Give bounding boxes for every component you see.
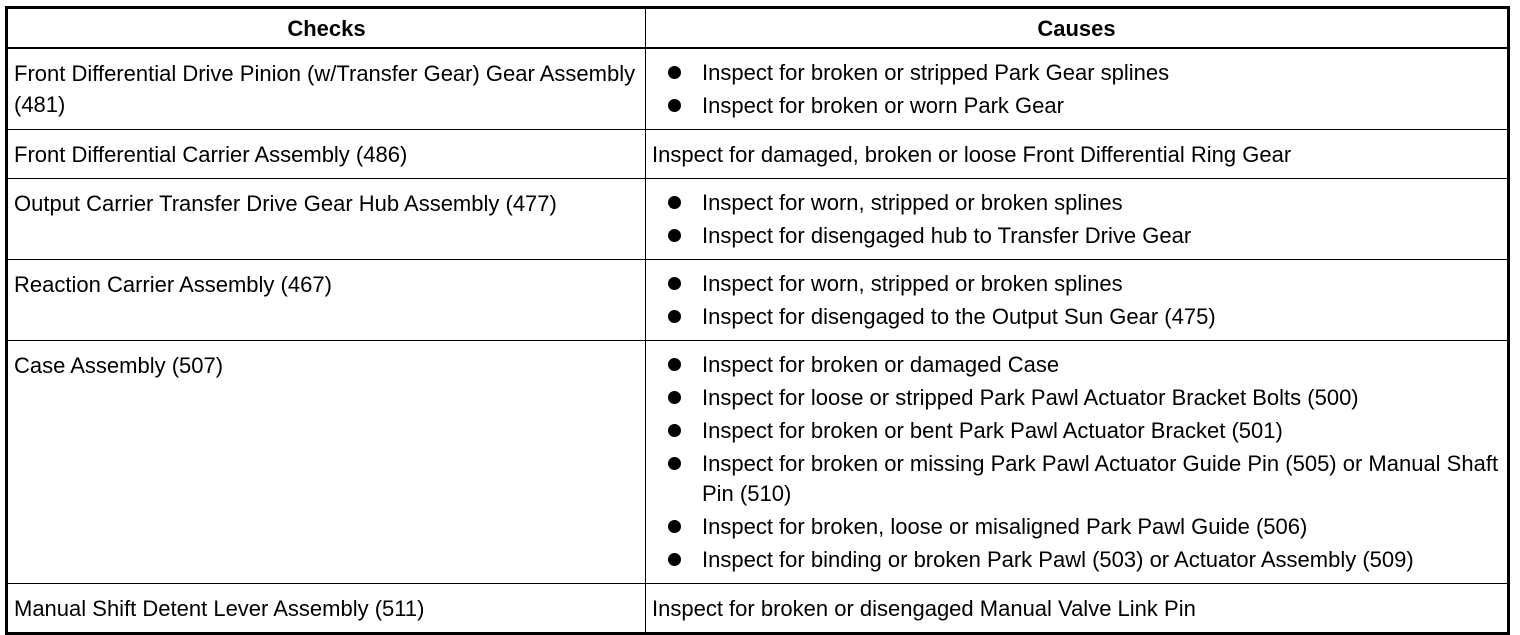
cause-list xyxy=(652,269,1501,332)
cause-list-item xyxy=(702,91,1501,121)
check-cell: Output Carrier Transfer Drive Gear Hub Assembly (477) xyxy=(7,179,646,260)
table-body xyxy=(7,48,1509,634)
cause-text: Inspect for worn, stripped or broken splines xyxy=(702,271,1123,296)
table-row xyxy=(7,584,1509,634)
bullet-icon xyxy=(668,520,681,533)
bullet-icon xyxy=(668,457,681,470)
cause-list xyxy=(652,188,1501,251)
bullet-icon xyxy=(668,66,681,79)
cause-list-item xyxy=(702,302,1501,332)
bullet-icon xyxy=(668,229,681,242)
cause-cell xyxy=(646,179,1509,260)
cause-text: Inspect for broken or disengaged Manual Valve Link Pin xyxy=(652,596,1196,621)
table-row xyxy=(7,341,1509,584)
check-cell: Case Assembly (507) xyxy=(7,341,646,584)
table-row xyxy=(7,260,1509,341)
cause-list-item xyxy=(702,221,1501,251)
bullet-icon xyxy=(668,310,681,323)
cause-list xyxy=(652,350,1501,575)
table-row xyxy=(7,48,1509,130)
checks-column-header: Checks xyxy=(7,8,646,49)
cause-text: Inspect for broken or damaged Case xyxy=(702,352,1060,377)
cause-cell xyxy=(646,48,1509,130)
cause-text: Inspect for loose or stripped Park Pawl Actuator Bracket Bolts (500) xyxy=(702,385,1359,410)
bullet-icon xyxy=(668,358,681,371)
cause-text: Inspect for broken, loose or misaligned Park Pawl Guide (506) xyxy=(702,514,1308,539)
check-cell: Front Differential Drive Pinion (w/Transfer Gear) Gear Assembly (481) xyxy=(7,48,646,130)
cause-list-item xyxy=(702,545,1501,575)
cause-list-item xyxy=(702,58,1501,88)
cause-text: Inspect for damaged, broken or loose Front Differential Ring Gear xyxy=(652,142,1292,167)
check-cell: Reaction Carrier Assembly (467) xyxy=(7,260,646,341)
cause-text: Inspect for worn, stripped or broken splines xyxy=(702,190,1123,215)
cause-cell xyxy=(646,260,1509,341)
cause-cell xyxy=(646,130,1509,179)
cause-list-item xyxy=(702,350,1501,380)
causes-column-header: Causes xyxy=(646,8,1509,49)
check-cell: Front Differential Carrier Assembly (486) xyxy=(7,130,646,179)
bullet-icon xyxy=(668,196,681,209)
bullet-icon xyxy=(668,424,681,437)
cause-list-item xyxy=(702,449,1501,509)
cause-cell xyxy=(646,341,1509,584)
cause-list-item xyxy=(702,269,1501,299)
cause-cell xyxy=(646,584,1509,634)
cause-text: Inspect for broken or missing Park Pawl Actuator Guide Pin (505) or Manual Shaft Pin (510) xyxy=(702,451,1499,506)
bullet-icon xyxy=(668,277,681,290)
bullet-icon xyxy=(668,553,681,566)
cause-text: Inspect for disengaged to the Output Sun Gear (475) xyxy=(702,304,1216,329)
cause-list-item xyxy=(702,188,1501,218)
cause-text: Inspect for broken or bent Park Pawl Actuator Bracket (501) xyxy=(702,418,1283,443)
cause-text: Inspect for broken or stripped Park Gear splines xyxy=(702,60,1170,85)
cause-list xyxy=(652,58,1501,121)
check-cell: Manual Shift Detent Lever Assembly (511) xyxy=(7,584,646,634)
bullet-icon xyxy=(668,99,681,112)
table-row xyxy=(7,130,1509,179)
cause-list-item xyxy=(702,416,1501,446)
diagnostic-table-container xyxy=(5,6,1510,635)
cause-list-item xyxy=(702,512,1501,542)
cause-text: Inspect for disengaged hub to Transfer Drive Gear xyxy=(702,223,1192,248)
bullet-icon xyxy=(668,391,681,404)
table-row xyxy=(7,179,1509,260)
cause-text: Inspect for binding or broken Park Pawl (503) or Actuator Assembly (509) xyxy=(702,547,1414,572)
cause-list-item xyxy=(702,383,1501,413)
table-header-row xyxy=(7,8,1509,49)
cause-text: Inspect for broken or worn Park Gear xyxy=(702,93,1064,118)
diagnostic-table xyxy=(5,6,1510,635)
